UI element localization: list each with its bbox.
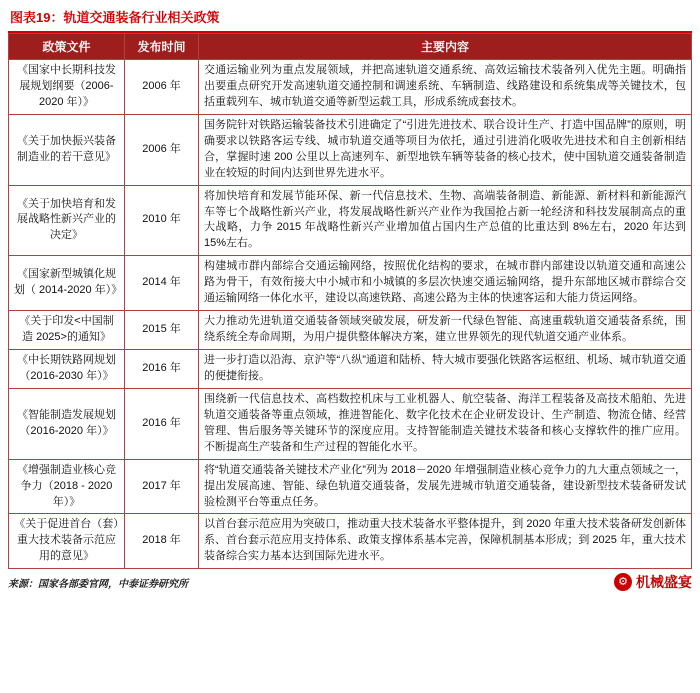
content-cell: 国务院针对铁路运输装备技术引进确定了“引进先进技术、联合设计生产、打造中国品牌”的原则，明确要求以铁路客运专线、城市轨道交通等项目为依托，通过引进消化吸收先进技术和自主创新相结合，掌握时速 200 公里以上高速列车、新型地铁车辆等装备的核心技术，使中国轨道交通装备制造业在较短的时间内达到世界先进水平。 [199, 114, 692, 185]
table-row [9, 185, 692, 256]
content-cell: 进一步打造以沿海、京沪等“八纵”通道和陆桥、特大城市要强化铁路客运枢纽、机场、城市轨道交通的便捷衔接。 [199, 350, 692, 389]
date-cell: 2014 年 [125, 256, 199, 311]
figure-title: 图表19：轨道交通装备行业相关政策 [8, 5, 692, 33]
table-row [9, 60, 692, 115]
policy-cell: 《国家中长期科技发展规划纲要（2006-2020 年）》 [9, 60, 125, 115]
table-row [9, 459, 692, 514]
table-row [9, 311, 692, 350]
content-cell: 构建城市群内部综合交通运输网络，按照优化结构的要求，在城市群内部建设以轨道交通和高速公路为骨干，有效衔接大中小城市和小城镇的多层次快速交通运输网络，提升东部地区城市群综合交通运输网络一体化水平，建设以高速铁路、高速公路为主体的快速客运和大能力货运网络。 [199, 256, 692, 311]
policy-cell: 《智能制造发展规划（2016-2020 年）》 [9, 388, 125, 459]
table-row [9, 350, 692, 389]
policy-cell: 《关于加快培育和发展战略性新兴产业的决定》 [9, 185, 125, 256]
table-row [9, 514, 692, 569]
brand-logo [614, 572, 692, 592]
table-row [9, 388, 692, 459]
policy-cell: 《中长期铁路网规划（2016-2030 年）》 [9, 350, 125, 389]
date-cell: 2016 年 [125, 350, 199, 389]
table-row [9, 256, 692, 311]
content-cell: 以首台套示范应用为突破口，推动重大技术装备水平整体提升，到 2020 年重大技术装备研发创新体系、首台套示范应用支持体系、政策支撑体系基本完善，保障机制基本形成；到 2025 年，重大技术装备综合实力基本达到国际先进水平。 [199, 514, 692, 569]
policy-cell: 《关于印发<中国制造 2025>的通知》 [9, 311, 125, 350]
policy-cell: 《增强制造业核心竞争力（2018 - 2020 年）》 [9, 459, 125, 514]
date-cell: 2017 年 [125, 459, 199, 514]
date-cell: 2006 年 [125, 114, 199, 185]
source-note: 来源：国家各部委官网，中泰证券研究所 [8, 578, 188, 590]
date-cell: 2006 年 [125, 60, 199, 115]
policy-cell: 《国家新型城镇化规划（ 2014-2020 年）》 [9, 256, 125, 311]
header-content: 主要内容 [199, 34, 692, 60]
header-date: 发布时间 [125, 34, 199, 60]
policy-table [8, 33, 692, 569]
date-cell: 2016 年 [125, 388, 199, 459]
policy-cell: 《关于促进首台（套）重大技术装备示范应用的意见》 [9, 514, 125, 569]
content-cell: 交通运输业列为重点发展领域，并把高速轨道交通系统、高效运输技术装备列入优先主题。明确指出要重点研究开发高速轨道交通控制和调速系统、车辆制造、线路建设和系统集成等关键技术，包括重载列车、城市轨道交通等新型运载工具，形成系统成套技术。 [199, 60, 692, 115]
table-row [9, 114, 692, 185]
gear-icon: ⚙ [614, 573, 632, 591]
footer [8, 572, 692, 592]
policy-cell: 《关于加快振兴装备制造业的若干意见》 [9, 114, 125, 185]
table-header-row [9, 34, 692, 60]
content-cell: 将“轨道交通装备关键技术产业化”列为 2018－2020 年增强制造业核心竞争力的九大重点领域之一，提出发展高速、智能、绿色轨道交通装备，发展先进城市轨道交通装备，建设新型技术装备研发试验检测平台等重点任务。 [199, 459, 692, 514]
header-policy: 政策文件 [9, 34, 125, 60]
brand-name: 机械盛宴 [636, 574, 692, 591]
content-cell: 大力推动先进轨道交通装备领域突破发展，研发新一代绿色智能、高速重载轨道交通装备系统，围绕系统全寿命周期，为用户提供整体解决方案，建立世界领先的现代轨道交通产业体系。 [199, 311, 692, 350]
date-cell: 2010 年 [125, 185, 199, 256]
content-cell: 围绕新一代信息技术、高档数控机床与工业机器人、航空装备、海洋工程装备及高技术船舶、先进轨道交通装备等重点领域，推进智能化、数字化技术在企业研发设计、生产制造、物流仓储、经营管理、售后服务等关键环节的深度应用。支持智能制造关键技术装备和核心支撑软件的推广应用。不断提高生产装备和生产过程的智能化水平。 [199, 388, 692, 459]
date-cell: 2015 年 [125, 311, 199, 350]
content-cell: 将加快培育和发展节能环保、新一代信息技术、生物、高端装备制造、新能源、新材料和新能源汽车等七个战略性新兴产业，将发展战略性新兴产业作为我国抢占新一轮经济和科技发展制高点的重大战略，力争 2015 年战略性新兴产业增加值占国内生产总值的比重达到 8%左右，2020 年达到 15%左右。 [199, 185, 692, 256]
date-cell: 2018 年 [125, 514, 199, 569]
